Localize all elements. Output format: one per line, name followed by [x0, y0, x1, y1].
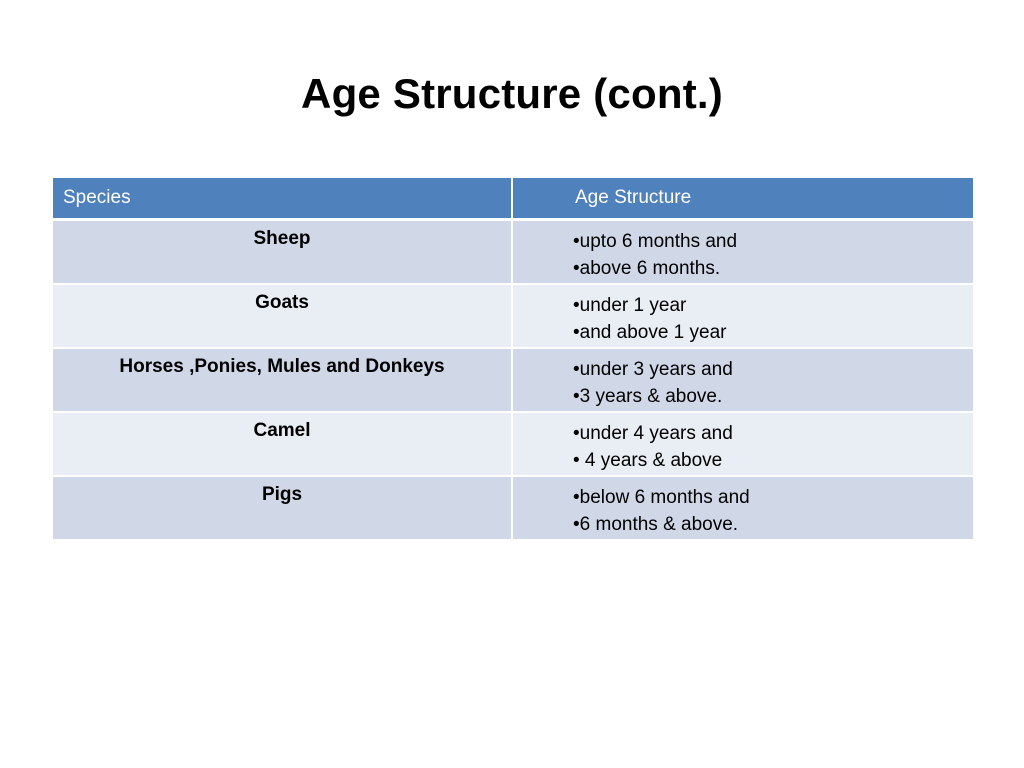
species-name: Camel — [253, 420, 311, 441]
species-name: Sheep — [253, 228, 311, 249]
species-cell — [52, 220, 512, 285]
age-line: •below 6 months and — [573, 487, 750, 508]
age-line: •3 years & above. — [573, 386, 723, 407]
age-cell — [512, 476, 974, 540]
table-row — [52, 476, 974, 540]
age-line: •under 1 year — [573, 295, 687, 316]
species-name: Pigs — [261, 484, 303, 505]
table-row — [52, 284, 974, 348]
table-header-row — [52, 178, 974, 220]
header-species: Species — [52, 178, 512, 220]
table-row — [52, 412, 974, 476]
species-cell — [52, 348, 512, 412]
age-cell — [512, 348, 974, 412]
age-line: •above 6 months. — [573, 258, 721, 279]
species-name: Goats — [255, 292, 309, 313]
age-cell — [512, 220, 974, 285]
age-line: •and above 1 year — [573, 322, 727, 343]
age-structure-table — [51, 178, 975, 541]
table-row — [52, 348, 974, 412]
header-age-structure: Age Structure — [512, 178, 974, 220]
age-line: •under 3 years and — [573, 359, 733, 380]
slide-title: Age Structure (cont.) — [301, 70, 723, 117]
age-cell — [512, 284, 974, 348]
age-line: • 4 years & above — [573, 450, 723, 471]
age-line: •under 4 years and — [573, 423, 733, 444]
age-line: •upto 6 months and — [573, 231, 738, 252]
species-cell — [52, 412, 512, 476]
table-row — [52, 220, 974, 285]
species-cell — [52, 476, 512, 540]
species-name: Horses ,Ponies, Mules and Donkeys — [119, 356, 445, 377]
age-line: •6 months & above. — [573, 514, 739, 535]
species-cell — [52, 284, 512, 348]
age-cell — [512, 412, 974, 476]
